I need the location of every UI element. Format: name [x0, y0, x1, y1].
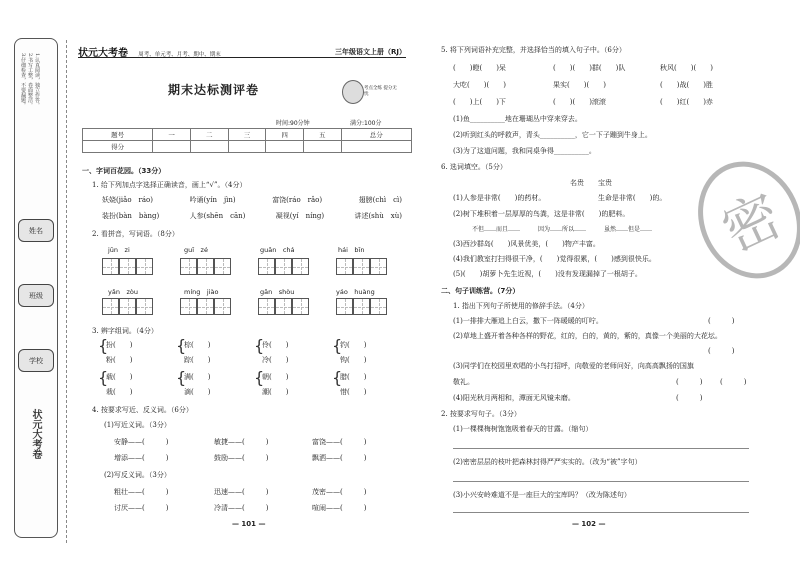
- q5-sentence[interactable]: (3)为了这道问题，我和同桌争得__________。: [453, 147, 596, 155]
- name-label-box: 姓名: [18, 219, 54, 242]
- word-pair[interactable]: 惜( ): [340, 388, 367, 396]
- table-cell: 总分: [341, 129, 411, 141]
- score-input-cell[interactable]: [190, 141, 228, 153]
- score-input-cell[interactable]: [228, 141, 266, 153]
- score-table: [82, 128, 412, 153]
- score-input-cell[interactable]: [341, 141, 411, 153]
- fill-word[interactable]: 大吃( )( ): [453, 81, 506, 89]
- word-pair[interactable]: 腊( ): [340, 373, 367, 381]
- answer-blank[interactable]: ( ): [708, 317, 735, 325]
- pinyin-label: yǎn zòu: [108, 288, 138, 296]
- q6-title: 6. 选词填空。（5分）: [441, 163, 507, 171]
- writing-grid[interactable]: [180, 298, 231, 315]
- q7-sentence: 敬礼。: [453, 378, 474, 386]
- word-pair[interactable]: 粉( ): [106, 356, 133, 364]
- fill-word[interactable]: 秋风( )( ): [660, 64, 713, 72]
- answer-blank[interactable]: ( ): [720, 378, 747, 386]
- q6-sentence[interactable]: (2)树下堆积着一层厚厚的鸟粪，这是非常( )的肥料。: [453, 210, 630, 218]
- pinyin-label: yáo huàng: [336, 288, 375, 296]
- q1-item[interactable]: 富饶(ráo rǎo): [272, 196, 323, 204]
- q8-title: 2. 按要求写句子。（3分）: [441, 410, 521, 418]
- answer-blank[interactable]: ( ): [708, 347, 735, 355]
- word-pair[interactable]: 滴( ): [184, 388, 211, 396]
- answer-line[interactable]: [453, 481, 749, 482]
- secret-stamp: 密: [679, 144, 800, 295]
- word-bank: 名贵 宝贵: [570, 179, 612, 187]
- q6-sentence[interactable]: (5)( )胡萝卜先生近视，( )没有发现漏掉了一根胡子。: [453, 270, 642, 278]
- q5-sentence[interactable]: (1)鱼__________地在珊瑚丛中穿来穿去。: [453, 115, 582, 123]
- writing-grid[interactable]: [180, 258, 231, 275]
- instruction-notes: 1.认真阅读，独立作答。 2.书写工整，卷面整洁。 3.仔细检查，不要漏题。: [20, 53, 40, 108]
- pinyin-label: guān chá: [260, 246, 295, 254]
- q4-sub1: (1)写近义词。（3分）: [104, 421, 171, 429]
- fill-word[interactable]: 果实( )( ): [553, 81, 606, 89]
- score-input-cell[interactable]: [153, 141, 191, 153]
- writing-grid[interactable]: [336, 258, 387, 275]
- q4-title: 4. 按要求写近、反义词。（6分）: [92, 406, 193, 414]
- left-header: [78, 44, 406, 58]
- answer-blank[interactable]: ( ): [676, 378, 703, 386]
- q7-sentence: (2)草地上盛开着各种各样的野花，红的，白的，黄的，紫的，真像一个美丽的大花坛。: [453, 332, 722, 340]
- pinyin-label: hái bīn: [338, 246, 365, 254]
- writing-grid[interactable]: [258, 298, 309, 315]
- synonym-item[interactable]: 富饶——( ): [312, 438, 367, 446]
- fill-word[interactable]: ( )战( )胜: [660, 81, 713, 89]
- q8-sentence: (3)小兴安岭难道不是一座巨大的宝库吗？（改为陈述句）: [453, 491, 631, 499]
- binding-strip: [14, 38, 58, 538]
- writing-grid[interactable]: [102, 258, 153, 275]
- word-pair[interactable]: 钩( ): [340, 356, 367, 364]
- brace-icon: {: [332, 336, 343, 355]
- school-label-box: 学校: [18, 349, 54, 372]
- grade-label: 三年级语文上册（RJ）: [335, 48, 406, 56]
- fold-line: [66, 40, 67, 543]
- table-cell: 得分: [83, 141, 153, 153]
- q6-sentence[interactable]: (1)人参是非常( )的药材。 生命是非常( )的。: [453, 194, 667, 202]
- antonym-item[interactable]: 喧闹——( ): [312, 504, 367, 512]
- part2-title: 二、句子训练营。（7分）: [441, 287, 520, 295]
- q7-sentence: (1)一排排大雁追上白云，撒下一阵暖暖的叮咛。: [453, 317, 603, 325]
- word-pair[interactable]: 栽( ): [106, 388, 133, 396]
- synonym-item[interactable]: 敏捷——( ): [214, 438, 269, 446]
- table-cell: 五: [303, 129, 341, 141]
- synonym-item[interactable]: 安静——( ): [114, 438, 169, 446]
- word-pair[interactable]: 载( ): [106, 373, 133, 381]
- antonym-item[interactable]: 粗壮——( ): [114, 488, 169, 496]
- fill-word[interactable]: ( )红( )赤: [660, 98, 713, 106]
- table-cell: 四: [266, 129, 304, 141]
- pinyin-label: guī zé: [184, 246, 208, 254]
- fill-word[interactable]: ( )( )滚滚: [553, 98, 606, 106]
- q5-sentence[interactable]: (2)听到红头的呼救声，青头__________，它一下子蹦到牛身上。: [453, 131, 652, 139]
- q4-sub2: (2)写反义词。（3分）: [104, 471, 171, 479]
- table-cell: 题号: [83, 129, 153, 141]
- sidebar-logo: 状元大考卷: [30, 409, 41, 459]
- word-pair[interactable]: 冷( ): [262, 356, 289, 364]
- pinyin-label: jūn zi: [108, 246, 130, 254]
- writing-grid[interactable]: [102, 298, 153, 315]
- q1-row2: [102, 211, 402, 221]
- q1-item[interactable]: 妖娆(jiǎo ráo): [102, 196, 153, 204]
- answer-line[interactable]: [453, 448, 749, 449]
- table-cell: 二: [190, 129, 228, 141]
- page-number-right: — 102 —: [572, 520, 606, 528]
- q7-sentence: (3)同学们在校园里欢唱的小鸟打招呼，向敬爱的老师问好，向高高飘扬的国旗: [453, 362, 694, 370]
- q1-item[interactable]: 讲述(shù xù): [354, 212, 402, 220]
- q1-item[interactable]: 凝视(yí níng): [275, 212, 325, 220]
- q6-sentence[interactable]: (3)西沙群岛( )风景优美，( )物产丰富。: [453, 240, 600, 248]
- q1-row1: [102, 195, 402, 205]
- q7-sentence: (4)阳光秋月两相和，潭面无风镜未磨。: [453, 394, 575, 402]
- synonym-item[interactable]: 增添——( ): [114, 454, 169, 462]
- q1-title: 1. 给下列加点字选择正确读音，画上“√”。（4分）: [92, 181, 247, 189]
- word-bank: 不但……而且…… 因为……所以…… 虽然……但是……: [472, 226, 653, 233]
- antonym-item[interactable]: 冷清——( ): [214, 504, 269, 512]
- q5-title: 5. 将下列词语补充完整，并选择恰当的填入句子中。（6分）: [441, 46, 626, 54]
- part1-title: 一、字词百花园。（33分）: [82, 167, 166, 175]
- table-cell: 一: [153, 129, 191, 141]
- fill-word[interactable]: ( )瞪( )呆: [453, 64, 506, 72]
- q1-item[interactable]: 装扮(bàn bàng): [102, 212, 160, 220]
- mascot-caption: 考点全练 提分无忧: [364, 86, 397, 97]
- score-input-cell[interactable]: [303, 141, 341, 153]
- brace-icon: {: [98, 368, 109, 387]
- brace-icon: {: [332, 368, 343, 387]
- full-score-label: 满分:100分: [350, 120, 382, 127]
- brace-icon: {: [254, 336, 265, 355]
- brace-icon: {: [254, 368, 265, 387]
- page-number-left: — 101 —: [232, 520, 266, 528]
- synonym-item[interactable]: 飘洒——( ): [312, 454, 367, 462]
- answer-line[interactable]: [453, 512, 749, 513]
- antonym-item[interactable]: 茂密——( ): [312, 488, 367, 496]
- pinyin-label: míng jiào: [184, 288, 219, 296]
- synonym-item[interactable]: 鼓励——( ): [214, 454, 269, 462]
- q8-sentence: (1)一棵棵梅树饱饱吸着春天的甘露。（缩句）: [453, 425, 593, 433]
- antonym-item[interactable]: 迅速——( ): [214, 488, 269, 496]
- brand-logo: 状元大考卷: [78, 48, 128, 59]
- q1-item[interactable]: 人参(shēn cān): [189, 212, 246, 220]
- q7-title: 1. 指出下列句子所使用的修辞手法。（4分）: [453, 302, 589, 310]
- antonym-item[interactable]: 讨厌——( ): [114, 504, 169, 512]
- time-label: 时间:90分钟: [276, 120, 310, 127]
- word-pair[interactable]: 潮( ): [262, 388, 289, 396]
- table-row: [83, 129, 412, 141]
- q8-sentence: (2)密密层层的枝叶把森林封得严严实实的。（改为“被”字句）: [453, 458, 642, 466]
- q1-item[interactable]: 翅膀(chì cì): [358, 196, 402, 204]
- mascot-icon: [342, 80, 364, 104]
- page-title: 期末达标测评卷: [168, 83, 260, 97]
- brace-icon: {: [176, 368, 187, 387]
- word-pair[interactable]: 踪( ): [184, 356, 211, 364]
- table-cell: 三: [228, 129, 266, 141]
- word-pair[interactable]: 伶( ): [262, 341, 289, 349]
- word-pair[interactable]: 扮( ): [106, 341, 133, 349]
- q6-sentence[interactable]: (4)我们教室打扫得很干净，( )觉得很累，( )感到很快乐。: [453, 255, 656, 263]
- word-pair[interactable]: 钓( ): [340, 341, 367, 349]
- q3-title: 3. 辨字组词。（4分）: [92, 327, 158, 335]
- fill-word[interactable]: ( )( )群( )队: [553, 64, 626, 72]
- fill-word[interactable]: ( )上( )下: [453, 98, 506, 106]
- q2-title: 2. 看拼音，写词语。（8分）: [92, 230, 179, 238]
- writing-grid[interactable]: [258, 258, 309, 275]
- brand-subtitle: 周考、单元考、月考、期中、期末: [138, 52, 221, 58]
- word-pair[interactable]: 满( ): [184, 373, 211, 381]
- word-pair[interactable]: 朝( ): [262, 373, 289, 381]
- writing-grid[interactable]: [336, 298, 387, 315]
- class-label-box: 班级: [18, 284, 54, 307]
- score-input-cell[interactable]: [266, 141, 304, 153]
- word-pair[interactable]: 棕( ): [184, 341, 211, 349]
- table-row: [83, 141, 412, 153]
- brace-icon: {: [176, 336, 187, 355]
- q1-item[interactable]: 吟诵(yín jìn): [189, 196, 236, 204]
- brace-icon: {: [98, 336, 109, 355]
- pinyin-label: gān shòu: [260, 288, 295, 296]
- answer-blank[interactable]: ( ): [676, 394, 703, 402]
